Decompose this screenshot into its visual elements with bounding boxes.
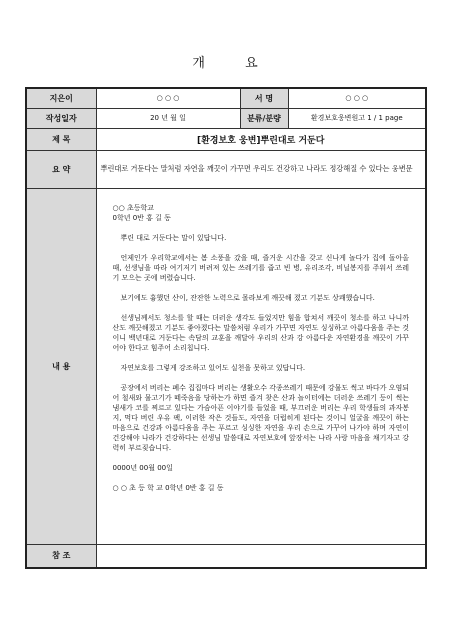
summary-value: 뿌린대로 거둔다는 말처럼 자연을 깨끗이 가꾸면 우리도 건강하고 나라도 정강해질 수 있다는 웅변문 (96, 150, 426, 188)
content-label: 내 용 (26, 188, 96, 544)
page-title: 개 요 (192, 56, 276, 71)
content-body (96, 188, 426, 544)
content-student: 0학년 0반 홍 길 동 (112, 213, 171, 222)
summary-form-table (25, 87, 427, 569)
reference-row (26, 544, 426, 568)
content-paragraph: 보기에도 흉했던 산이, 잔잔한 노력으로 몰라보게 깨끗해 졌고 기분도 상쾌했습니다. (120, 293, 375, 302)
reference-value (96, 544, 426, 568)
content-school: ○○ 초등학교 (112, 203, 154, 212)
subject-label: 제 목 (26, 128, 96, 150)
category-value: 환경보호웅변원고 1 / 1 page (288, 108, 426, 128)
author-value: ○ ○ ○ (96, 88, 240, 108)
category-label: 분류/분량 (240, 108, 288, 128)
signature-value: ○ ○ ○ (288, 88, 426, 108)
signature-label: 서 명 (240, 88, 288, 108)
content-date: 0000년 00월 00일 (112, 463, 173, 472)
reference-label: 참 조 (26, 544, 96, 568)
content-signature: ○ ○ 초 등 학 교 0학년 0반 홍 길 동 (112, 483, 224, 492)
date-value: 20 년 월 일 (96, 108, 240, 128)
summary-row (26, 150, 426, 188)
content-paragraph: 선생님께서도 청소를 할 때는 더러운 생각도 들었지만 힘을 합쳐서 깨끗이 청소를 하고 나니까 산도 깨끗해졌고 기분도 좋아졌다는 말씀처럼 우리가 가꾸면 자연도 싱싱하고 아름다움을 주는 것이니 백년대로 거둔다는 속담의 교훈을 깨달아 우리의 산과 강 아름다운 자연환경을 깨끗이 가꾸어야 한다고 힘주어 소리칩니다. (112, 313, 409, 352)
content-paragraph: 자연보호를 그렇게 강조하고 있어도 실천을 못하고 있답니다. (120, 363, 306, 372)
author-row (26, 88, 426, 108)
summary-label: 요 약 (26, 150, 96, 188)
content-paragraph: 뿌린 대로 거둔다는 말이 있답니다. (120, 233, 227, 242)
author-label: 지은이 (26, 88, 96, 108)
content-paragraph: 공장에서 버리는 폐수 집집마다 버리는 생활오수 각종쓰레기 때문에 강물도 썩고 바다가 오염되어 철새와 물고기가 떼죽음을 당하는가 하면 즐겨 찾은 산과 놀이터에는 더러운 쓰레기 등이 썩는 냄새가 코를 찌르고 있다는 가슴아픈 이야기를 들었을 때, 부끄러운 버리는 우리 학생들의 과자봉지, 먹다 버린 우유 팩, 이러한 작은 것들도, 자연을 더럽히게 된다는 것이니 얼굴을 깨끗이 하는 마음으로 건강과 아름다움을 주는 푸르고 싱싱한 자연을 우리 손으로 가꾸어 나가야 하며 자연이 건강해야 나라가 건강하다는 선생님 말씀대로 자연보호에 앞장서는 나라 사랑 마음을 채기자고 강력히 부르짖습니다. (112, 383, 409, 452)
date-row (26, 108, 426, 128)
content-row (26, 188, 426, 544)
subject-row (26, 128, 426, 150)
date-label: 작성일자 (26, 108, 96, 128)
content-paragraph: 언제인가 우리학교에서는 봄 소풍을 갔을 때, 즐거운 시간을 갖고 신나게 놀다가 집에 돌아올 때, 선생님을 따라 여기저기 버려져 있는 쓰레기를 줍고 빈 병, 유리조각, 비닐봉지를 주워서 쓰레기 모으는 곳에 버렸습니다. (112, 253, 409, 282)
subject-value: [환경보호 웅변]뿌린대로 거둔다 (96, 128, 426, 150)
